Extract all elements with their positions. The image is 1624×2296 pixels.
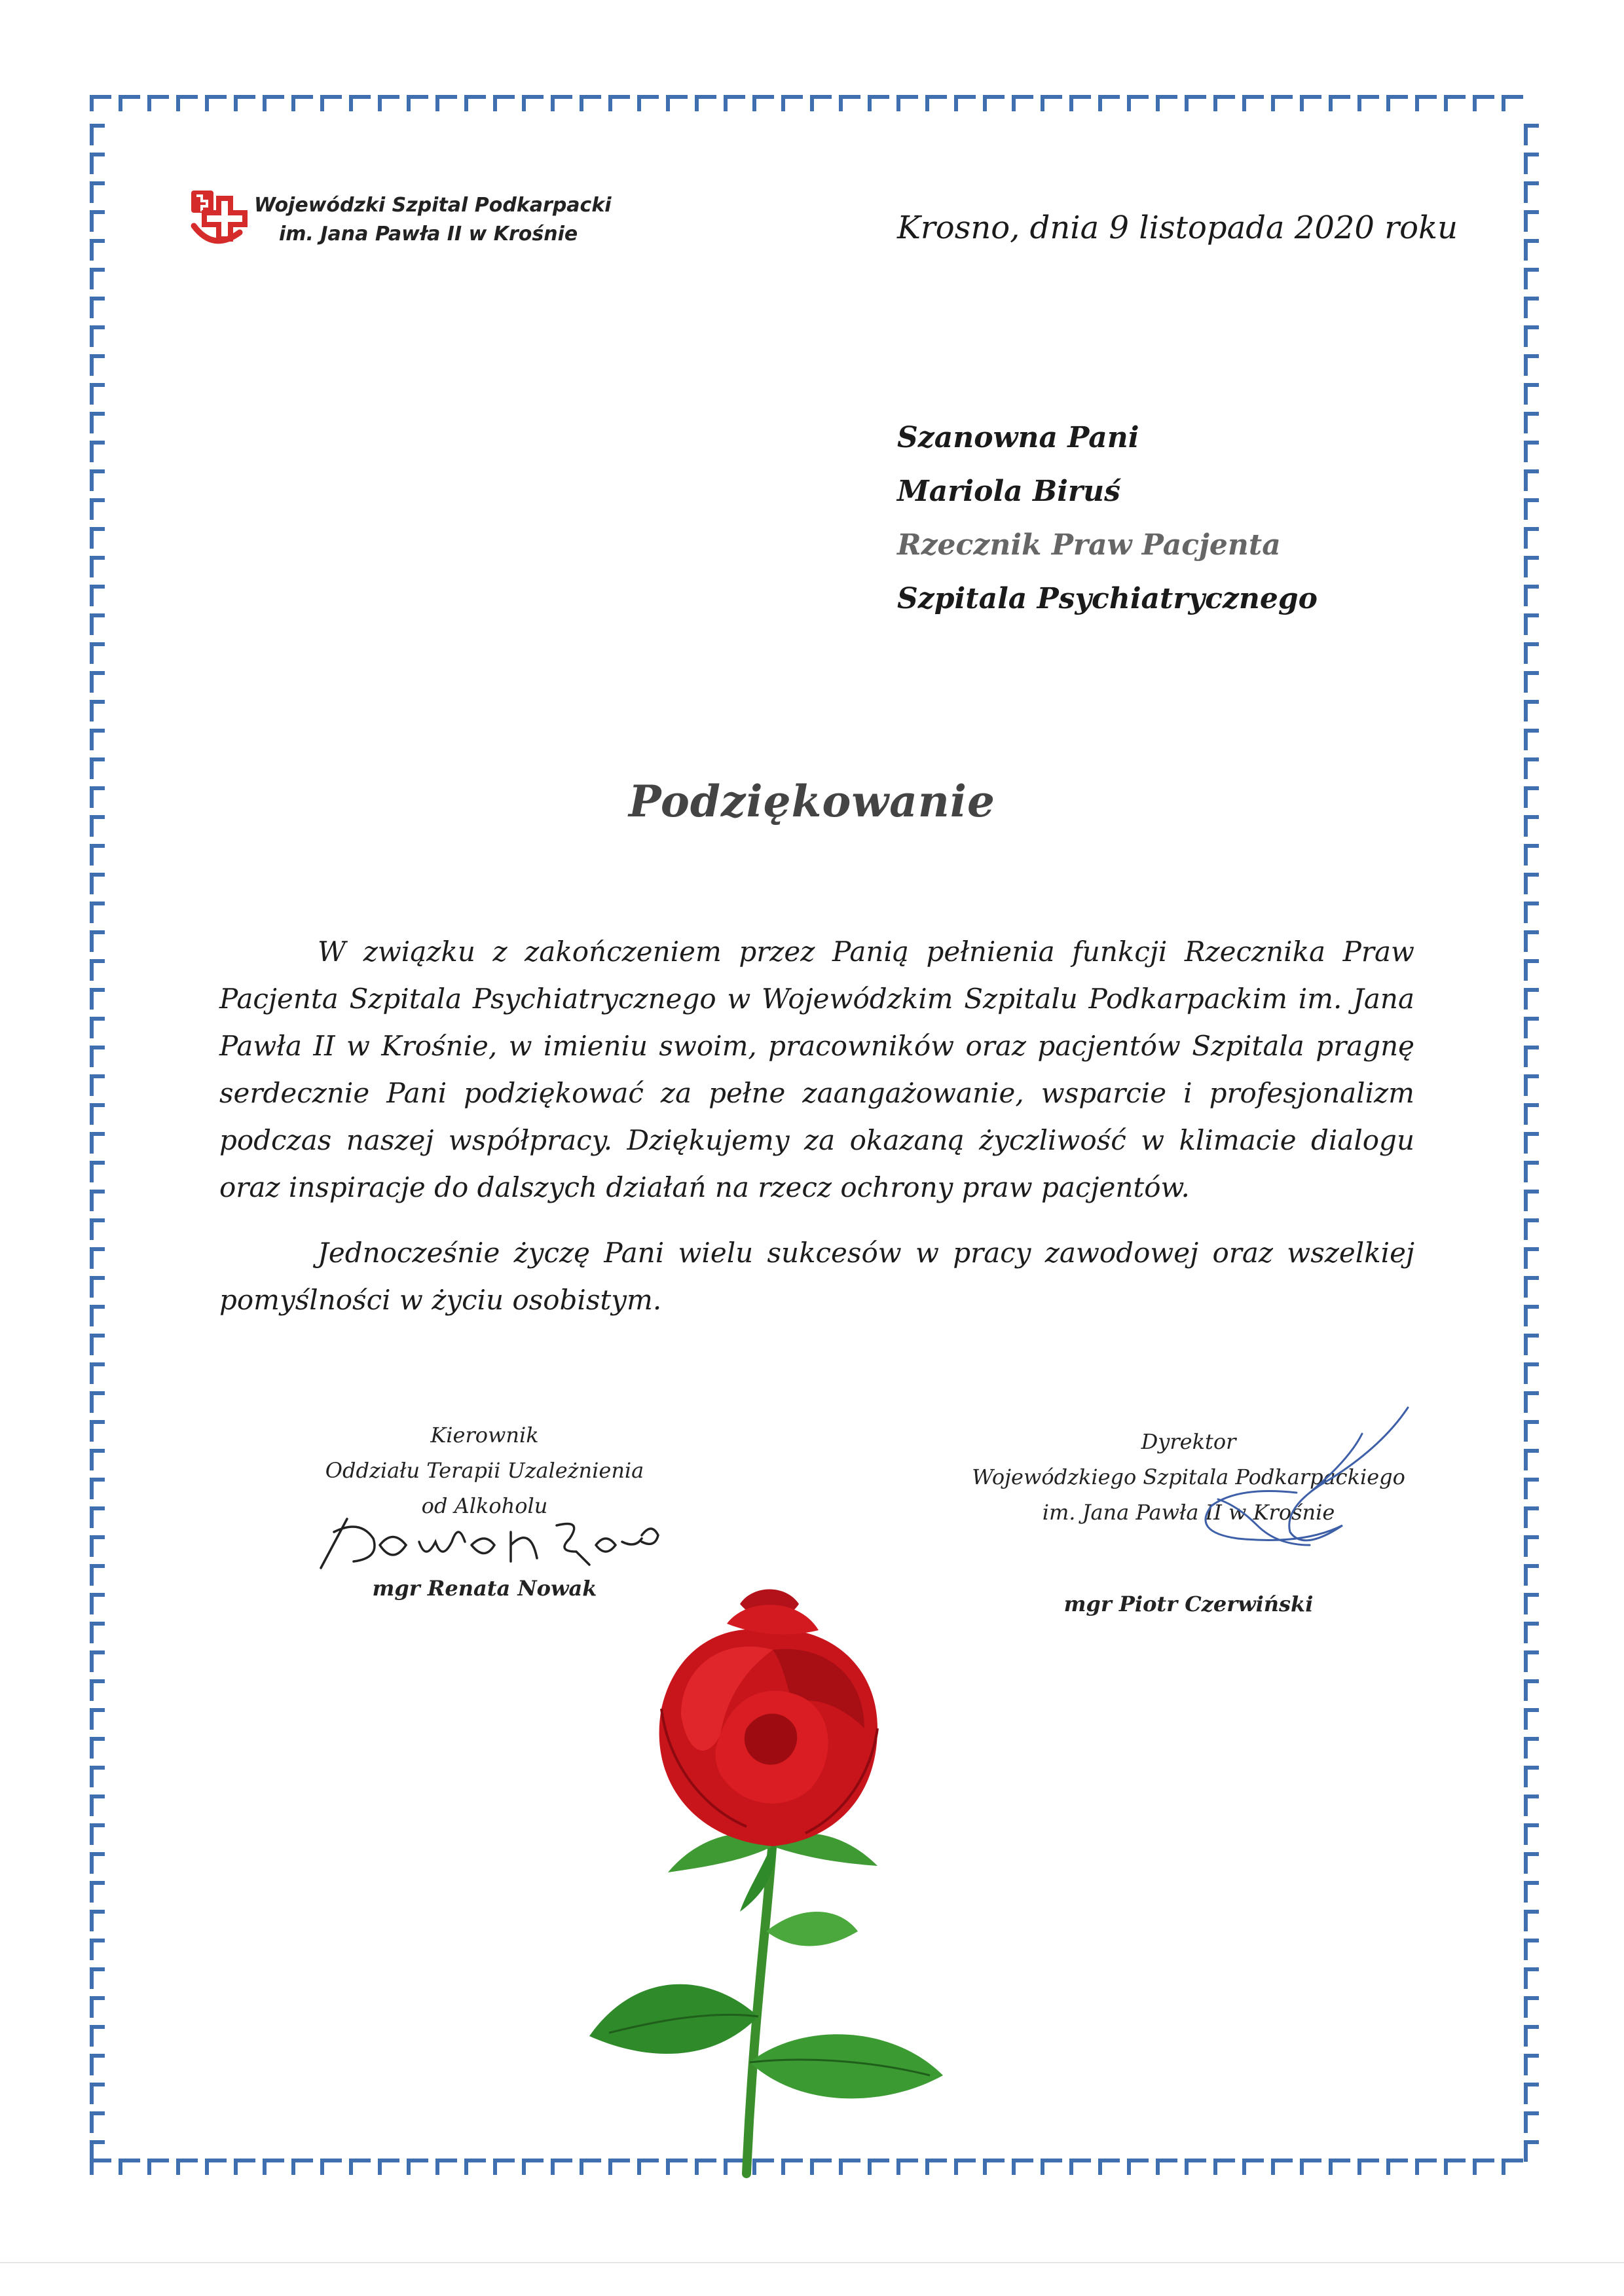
letter-date: Krosno, dnia 9 listopada 2020 roku xyxy=(897,210,1458,246)
handwritten-signature-right-icon xyxy=(1126,1394,1428,1604)
signer-left-unit-2: od Alkoholu xyxy=(421,1493,548,1518)
hospital-logo-icon xyxy=(185,187,257,259)
signer-right-unit: Wojewódzkiego Szpitala Podkarpackiego xyxy=(972,1465,1405,1489)
red-rose-icon xyxy=(550,1565,969,2180)
hospital-name-line-1: Wojewódzki Szpital Podkarpacki xyxy=(254,194,612,217)
recipient-institution: Szpitala Psychiatrycznego xyxy=(897,582,1318,615)
recipient-name: Mariola Biruś xyxy=(897,475,1120,508)
signer-right-unit-2: im. Jana Pawła II w Krośnie xyxy=(1042,1500,1335,1525)
hospital-name xyxy=(254,191,621,249)
signer-left-name: mgr Renata Nowak xyxy=(372,1576,597,1601)
signer-left-title: Kierownik xyxy=(430,1423,539,1448)
recipient-salutation: Szanowna Pani xyxy=(897,421,1139,454)
recipient-block xyxy=(897,411,1421,626)
body-paragraph-2: Jednocześnie życzę Pani wielu sukcesów w pracy zawodowej oraz wszelkiej pomyślności w życiu osobistym. xyxy=(219,1237,1414,1316)
letter-body xyxy=(219,928,1414,1324)
body-paragraph-1: W związku z zakończeniem przez Panią pełnienia funkcji Rzecznika Praw Pacjenta Szpitala Psychiatrycznego w Wojewódzkim Szpitalu Podkarpackim im. Jana Pawła II w Krośnie, w imieniu swoim, pracowników oraz pacjentów Szpitala pragnę serdecznie Pani podziękować za pełne zaangażowanie, wsparcie i profesjonalizm podczas naszej współpracy. Dziękujemy za okazaną życzliwość w klimacie dialogu oraz inspiracje do dalszych działań na rzecz ochrony praw pacjentów. xyxy=(219,936,1414,1203)
hospital-name-line-2: im. Jana Pawła II w Krośnie xyxy=(279,223,578,246)
signer-left-unit: Oddziału Terapii Uzależnienia xyxy=(325,1458,644,1483)
signer-right-name: mgr Piotr Czerwiński xyxy=(1063,1592,1314,1616)
page-bottom-edge xyxy=(0,2262,1624,2263)
recipient-role: Rzecznik Praw Pacjenta xyxy=(897,528,1281,562)
signer-right-title: Dyrektor xyxy=(1141,1429,1236,1454)
letter-title: Podziękowanie xyxy=(629,776,995,827)
